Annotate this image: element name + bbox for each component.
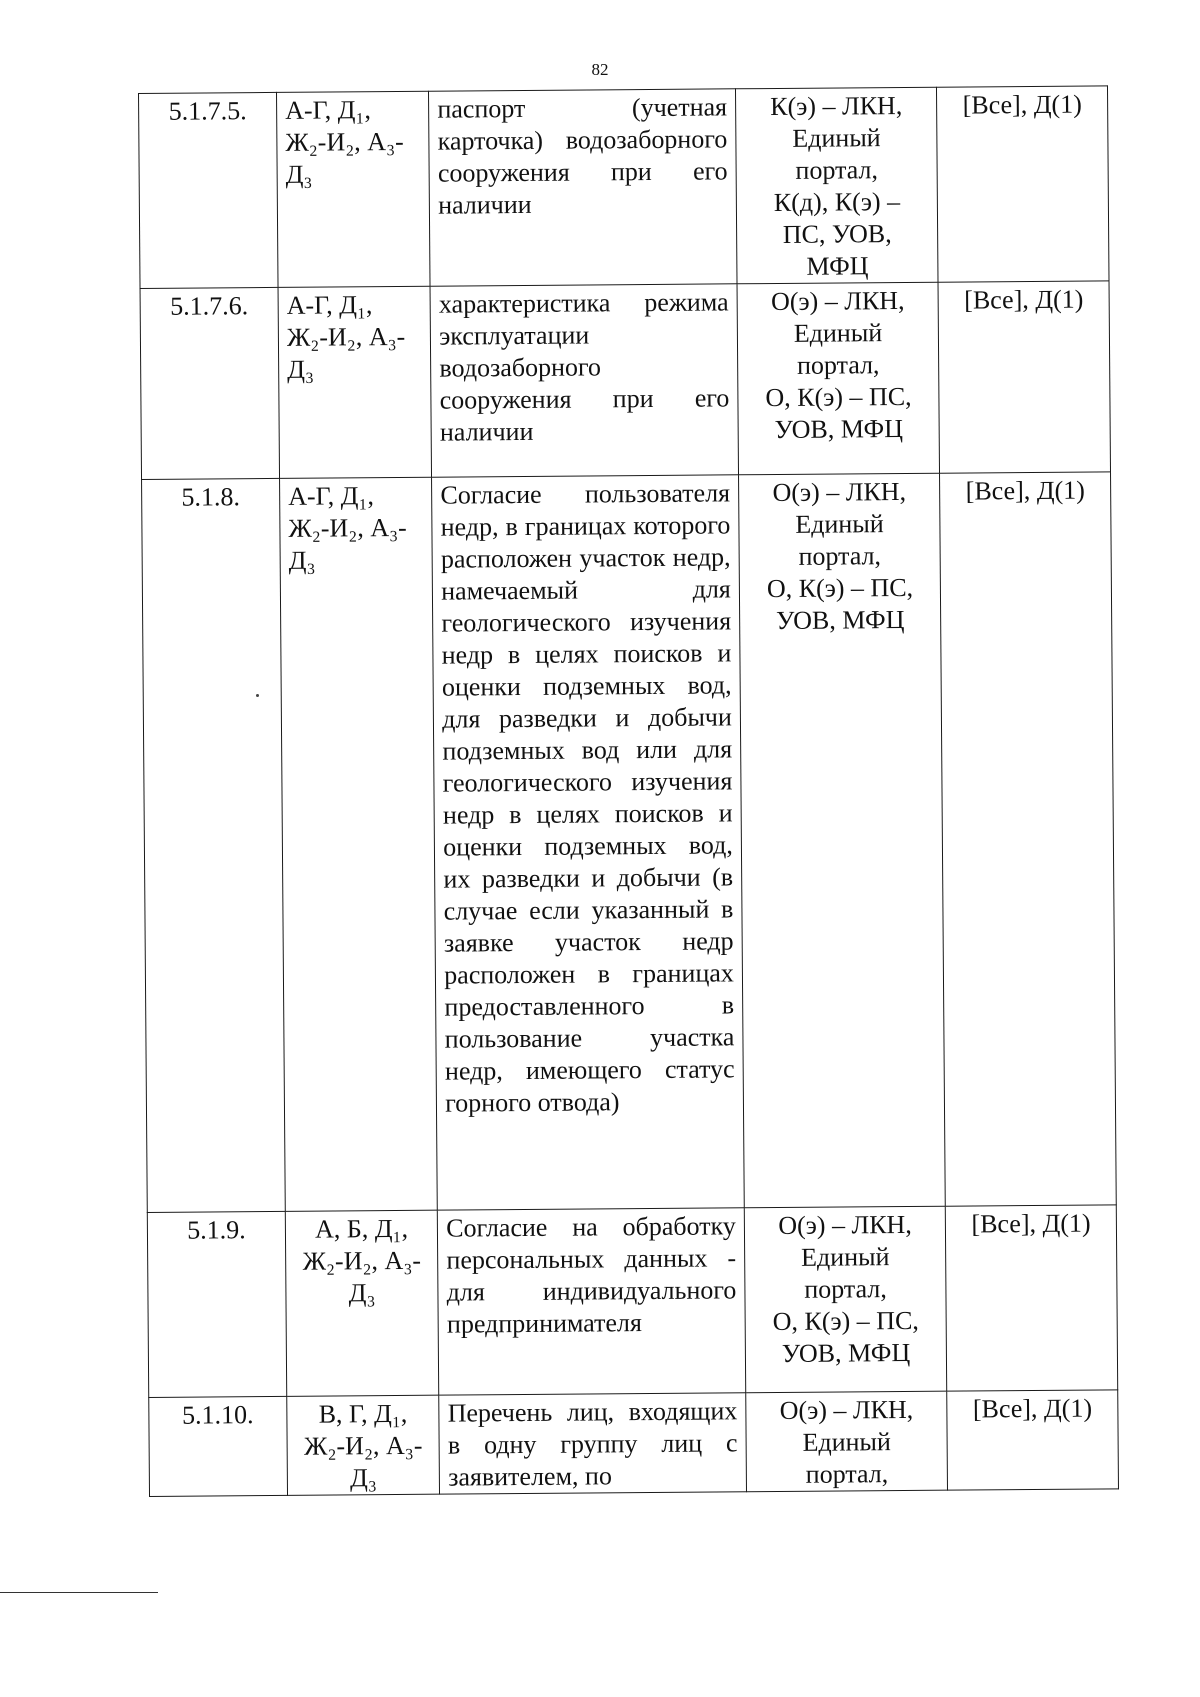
- method-line: ПС, УОВ,: [782, 219, 892, 249]
- method-line: К(д), К(э) –: [773, 187, 901, 218]
- applicant-categories: [276, 91, 430, 287]
- method-line: О, К(э) – ПС,: [772, 1305, 919, 1337]
- document-description: Перечень лиц, входящих в одну группу лиц с заявителем, по: [439, 1393, 746, 1494]
- document-description: Согласие на обработку персональных данных - для индивидуального предпринимателя: [438, 1208, 746, 1395]
- applicant-categories: [278, 286, 432, 478]
- method-line: МФЦ: [806, 251, 869, 281]
- document-description: паспорт (учетная карточка) водозаборного сооружения при его наличии: [429, 89, 737, 286]
- category-line: А-Г, Д₁,: [286, 290, 373, 320]
- method-line: Единый: [800, 1242, 890, 1272]
- method-line: О(э) – ЛКН,: [779, 1394, 914, 1426]
- applicability: [Все], Д(1): [937, 86, 1109, 282]
- category-line: Ж₂-И₂, А₃-: [286, 321, 406, 352]
- method-line: портал,: [795, 155, 879, 185]
- method-line: О(э) – ЛКН,: [772, 476, 907, 508]
- applicant-categories: [285, 1210, 439, 1396]
- method-line: УОВ, МФЦ: [774, 414, 904, 445]
- scan-speck: [256, 694, 259, 697]
- category-line: Ж₂-И₂, А₃-: [288, 512, 407, 543]
- method-line: портал,: [805, 1459, 889, 1489]
- table-row: [149, 1390, 1119, 1497]
- category-line: Д₃: [285, 159, 313, 189]
- category-line: Д₃: [288, 545, 316, 575]
- category-line: В, Г, Д₁,: [318, 1398, 408, 1429]
- table-row: [147, 1205, 1117, 1398]
- method-line: УОВ, МФЦ: [781, 1337, 911, 1368]
- row-number: 5.1.7.5.: [139, 92, 279, 288]
- table-row: [139, 86, 1110, 289]
- method-line: Единый: [793, 318, 883, 348]
- document-description: характеристика режима эксплуатации водозаборного сооружения при его наличии: [430, 284, 738, 477]
- category-line: Ж₂-И₂, А₃-: [303, 1430, 423, 1461]
- document-description: Согласие пользователя недр, в границах которого расположен участок недр, намечаемый для геологического изучения недр в целях поисков и оценки подземных вод, для разведки и добычи подземных вод или для геологического изучения недр в целях поисков и оценки подземных вод, их разведки и добычи (в случае если указанный в заявке участок недр расположен в границах предоставленного в пользование участка недр, имеющего статус горного отвода): [432, 475, 744, 1210]
- applicability: [Все], Д(1): [940, 472, 1116, 1206]
- row-number: 5.1.10.: [149, 1396, 288, 1496]
- requirements-table: [138, 85, 1119, 1497]
- category-line: Ж₂-И₂, А₃-: [302, 1245, 422, 1276]
- method-line: УОВ, МФЦ: [775, 604, 905, 636]
- method-line: портал,: [798, 541, 882, 571]
- applicability: [Все], Д(1): [947, 1390, 1118, 1490]
- submission-method: [735, 87, 938, 284]
- method-line: О(э) – ЛКН,: [770, 285, 905, 317]
- method-line: Единый: [792, 123, 881, 153]
- category-line: Ж₂-И₂, А₃-: [285, 126, 404, 157]
- method-line: О, К(э) – ПС,: [765, 381, 912, 413]
- footnote-separator: [0, 1592, 158, 1593]
- row-number: 5.1.7.6.: [140, 287, 279, 479]
- method-line: К(э) – ЛКН,: [770, 90, 903, 122]
- method-line: портал,: [804, 1274, 887, 1304]
- category-line: Д₃: [349, 1463, 378, 1493]
- method-line: Единый: [795, 509, 884, 539]
- applicant-categories: [287, 1395, 440, 1495]
- applicability: [Все], Д(1): [946, 1205, 1118, 1391]
- applicant-categories: [280, 477, 438, 1211]
- table-row: [142, 472, 1117, 1213]
- row-number: 5.1.8.: [142, 478, 286, 1212]
- method-line: портал,: [796, 350, 880, 380]
- category-line: А-Г, Д₁,: [285, 95, 372, 125]
- method-line: Единый: [802, 1427, 891, 1457]
- applicability: [Все], Д(1): [938, 281, 1110, 473]
- table-row: [140, 281, 1110, 480]
- page-number: 82: [591, 60, 609, 79]
- category-line: А, Б, Д₁,: [314, 1213, 409, 1244]
- method-line: О(э) – ЛКН,: [778, 1209, 912, 1241]
- category-line: А-Г, Д₁,: [288, 481, 375, 511]
- category-line: Д₃: [287, 354, 315, 384]
- submission-method: [746, 1391, 948, 1492]
- submission-method: [744, 1206, 947, 1393]
- submission-method: [737, 282, 940, 475]
- row-number: 5.1.9.: [147, 1211, 286, 1397]
- method-line: О, К(э) – ПС,: [766, 572, 914, 604]
- submission-method: [738, 473, 945, 1208]
- category-line: Д₃: [348, 1278, 376, 1308]
